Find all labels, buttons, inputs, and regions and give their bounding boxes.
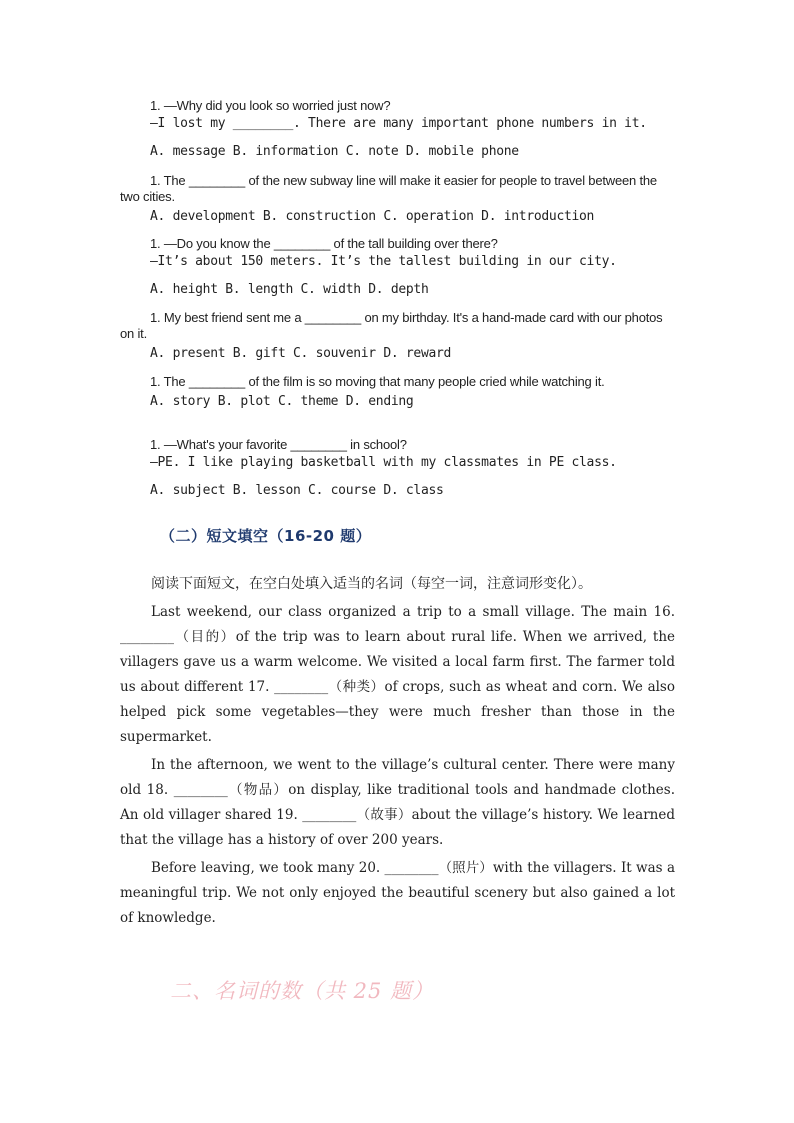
question-2 bbox=[120, 173, 676, 227]
question-stem: 1. —What's your favorite ________ in school? bbox=[150, 437, 407, 452]
question-5 bbox=[120, 374, 676, 412]
cloze-passage bbox=[120, 572, 675, 934]
question-stem: 1. —Why did you look so worried just now? bbox=[150, 98, 391, 113]
question-stem: 1. My best friend sent me a ________ on my birthday. It's a hand-made card with our photos on it. bbox=[120, 310, 663, 341]
question-stem: 1. The ________ of the new subway line will make it easier for people to travel between the two cities. bbox=[120, 173, 657, 204]
question-6 bbox=[120, 437, 676, 501]
question-3 bbox=[120, 236, 676, 300]
question-reply: —It’s about 150 meters. It’s the tallest building in our city. bbox=[150, 254, 617, 269]
question-options: A. subject B. lesson C. course D. class bbox=[150, 483, 444, 498]
chapter-heading: 二、名词的数（共 25 题） bbox=[170, 979, 435, 1003]
passage-paragraph-2: In the afternoon, we went to the village’s cultural center. There were many old 18. ________（物品）on display, like traditional tools and handmade clothes. An old villager shared 19. ________（故事）about the village’s history. We learned that the village has a history of over 200 years. bbox=[120, 757, 675, 848]
section-title: （二）短文填空（16-20 题） bbox=[160, 527, 372, 545]
question-options: A. development B. construction C. operation D. introduction bbox=[150, 209, 595, 224]
passage-paragraph-1: Last weekend, our class organized a trip to a small village. The main 16. ________（目的）of the trip was to learn about rural life. When we arrived, the villagers gave us a warm welcome. We visited a local farm first. The farmer told us about different 17. ________（种类）of crops, such as wheat and corn. We also helped pick some vegetables—they were much fresher than those in the supermarket. bbox=[120, 604, 675, 745]
question-options: A. story B. plot C. theme D. ending bbox=[150, 394, 414, 409]
question-options: A. height B. length C. width D. depth bbox=[150, 282, 429, 297]
question-1 bbox=[120, 98, 676, 162]
passage-paragraph-3: Before leaving, we took many 20. ________（照片）with the villagers. It was a meaningful trip. We not only enjoyed the beautiful scenery but also gained a lot of knowledge. bbox=[120, 860, 675, 926]
question-reply: —PE. I like playing basketball with my classmates in PE class. bbox=[150, 455, 617, 470]
question-4 bbox=[120, 310, 676, 364]
question-stem: 1. The ________ of the film is so moving that many people cried while watching it. bbox=[150, 374, 605, 389]
question-stem: 1. —Do you know the ________ of the tall building over there? bbox=[150, 236, 498, 251]
question-options: A. present B. gift C. souvenir D. reward bbox=[150, 346, 452, 361]
question-options: A. message B. information C. note D. mobile phone bbox=[150, 144, 519, 159]
question-reply: —I lost my ________. There are many important phone numbers in it. bbox=[150, 116, 647, 131]
passage-instruction: 阅读下面短文，在空白处填入适当的名词（每空一词，注意词形变化）。 bbox=[151, 576, 592, 592]
